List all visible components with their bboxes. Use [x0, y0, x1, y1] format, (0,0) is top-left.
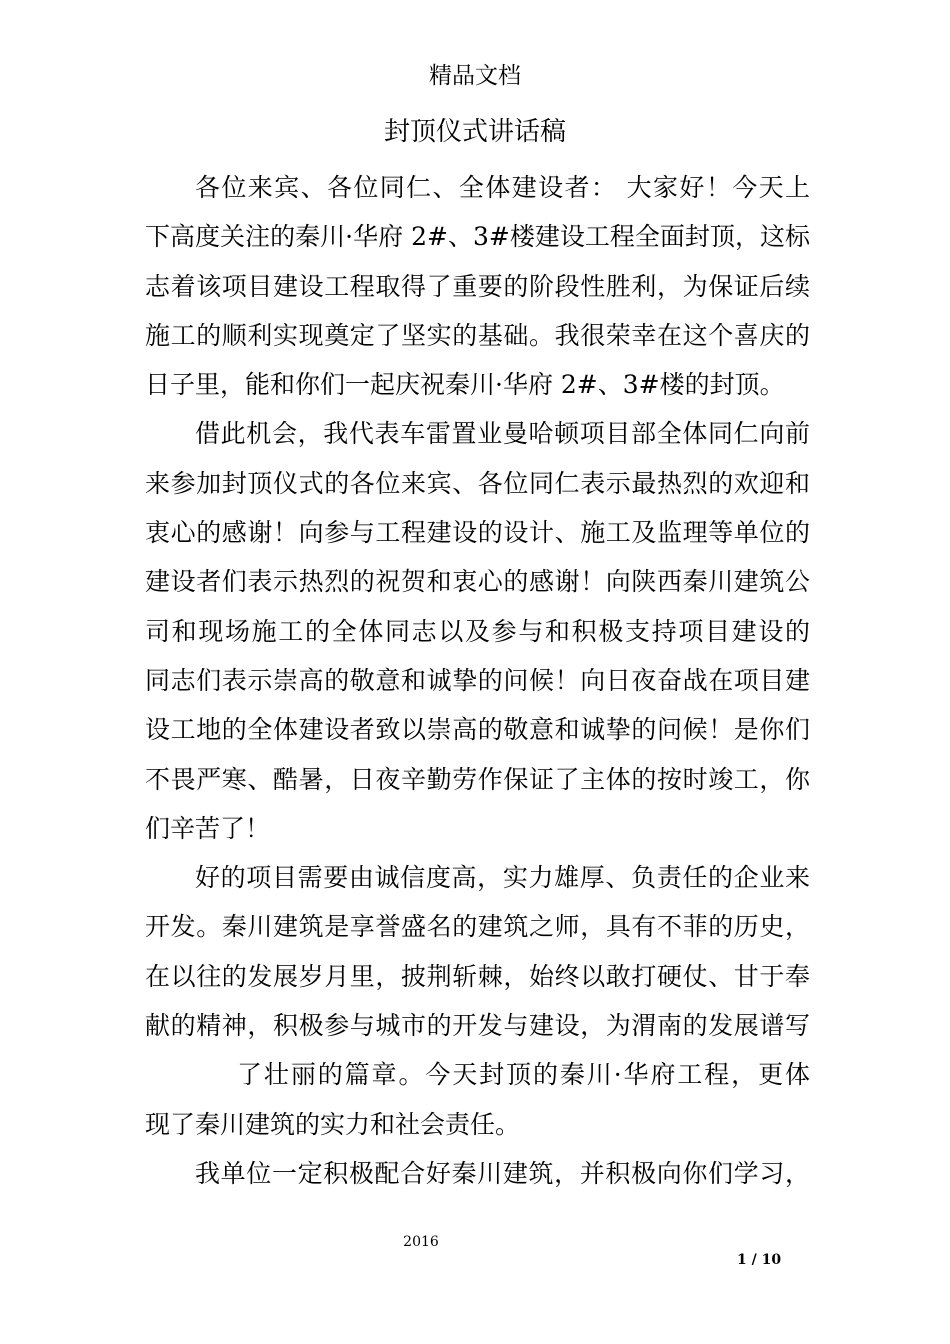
paragraph	[145, 163, 810, 409]
paragraph	[145, 1149, 810, 1198]
text-line: 我单位一定积极配合好秦川建筑，并积极向你们学习，	[195, 1158, 810, 1188]
text-line: 志着该项目建设工程取得了重要的阶段性胜利，为保证后续	[145, 271, 810, 301]
text-line: 献的精神，积极参与城市的开发与建设，为渭南的发展谱写	[145, 1011, 810, 1041]
document-title: 封顶仪式讲话稿	[383, 117, 566, 147]
text-line: 司和现场施工的全体同志以及参与和积极支持项目建设的	[145, 616, 810, 646]
text-line: 设工地的全体建设者致以崇高的敬意和诚挚的问候！是你们	[145, 715, 810, 745]
text-line: 来参加封顶仪式的各位来宾、各位同仁表示最热烈的欢迎和	[145, 468, 810, 498]
text-line: 好的项目需要由诚信度高，实力雄厚、负责任的企业来	[195, 863, 810, 893]
document-body	[145, 163, 810, 1198]
text-line: 下高度关注的秦川·华府 2#、3#楼建设工程全面封顶，这标	[145, 222, 810, 252]
page-number: 1 / 10	[737, 1252, 782, 1268]
text-line: 在以往的发展岁月里，披荆斩棘，始终以敢打硬仗、甘于奉	[145, 961, 810, 991]
text-line: 开发。秦川建筑是享誉盛名的建筑之师，具有不菲的历史，	[145, 912, 810, 942]
text-line: 施工的顺利实现奠定了坚实的基础。我很荣幸在这个喜庆的	[145, 320, 810, 350]
text-line: 不畏严寒、酷暑，日夜辛勤劳作保证了主体的按时竣工，你	[145, 764, 810, 794]
text-line: 日子里，能和你们一起庆祝秦川·华府 2#、3#楼的封顶。	[145, 370, 785, 400]
text-line: 们辛苦了！	[145, 813, 271, 843]
paragraph	[145, 409, 810, 853]
text-line: 借此机会，我代表车雷置业曼哈顿项目部全体同仁向前	[195, 419, 810, 449]
text-line: 衷心的感谢！向参与工程建设的设计、施工及监理等单位的	[145, 518, 810, 548]
text-line: 现了秦川建筑的实力和社会责任。	[145, 1109, 521, 1139]
text-line: 各位来宾、各位同仁、全体建设者： 大家好！今天上	[195, 173, 810, 202]
text-line: 同志们表示崇高的敬意和诚挚的问候！向日夜奋战在项目建	[145, 665, 810, 695]
footer-year: 2016	[403, 1234, 439, 1250]
page-header: 精品文档	[429, 63, 521, 89]
text-line: 了壮丽的篇章。今天封顶的秦川·华府工程，更体	[237, 1060, 810, 1090]
text-line: 建设者们表示热烈的祝贺和衷心的感谢！向陕西秦川建筑公	[145, 567, 810, 597]
paragraph	[145, 853, 810, 1149]
